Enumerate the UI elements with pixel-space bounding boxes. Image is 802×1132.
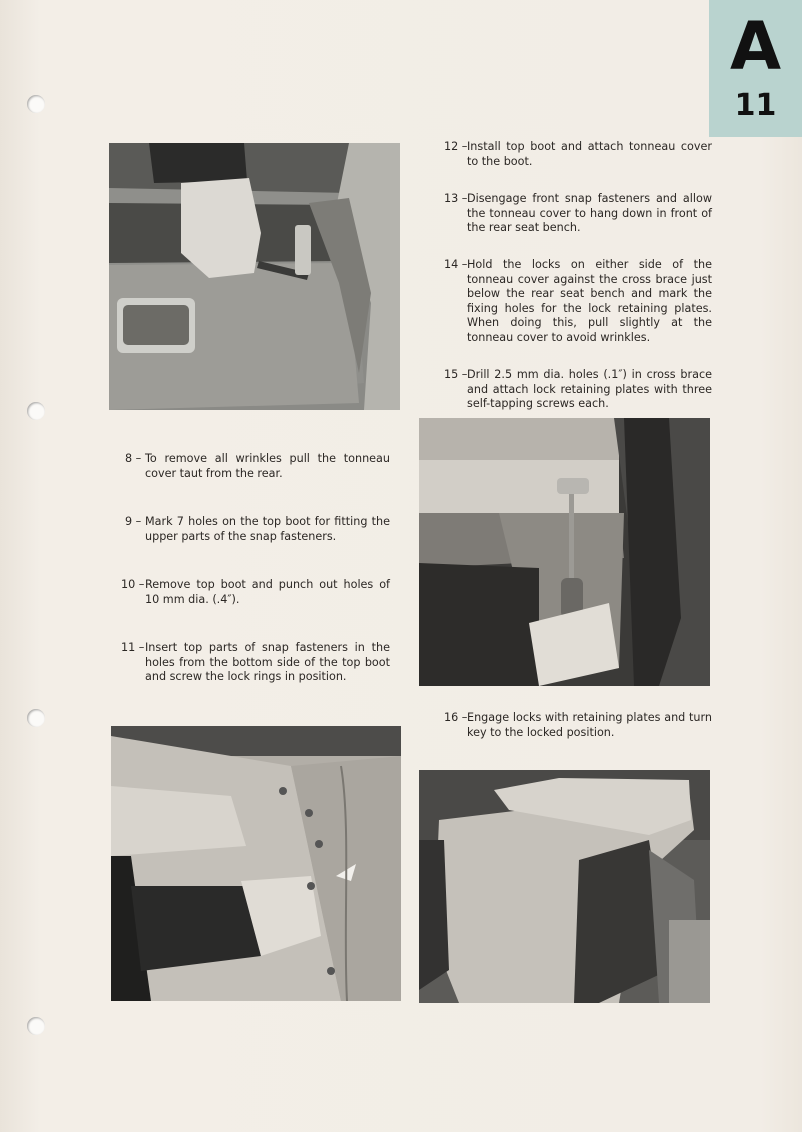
step-text: Hold the locks on either side of the tonneau cover against the cross brace just below the rear seat bench and mark the fixing holes for the lock retaining plates. When doing this, pull slightly at the tonneau cover to avoid wrinkles. (467, 258, 712, 344)
step-text: To remove all wrinkles pull the tonneau cover taut from the rear. (145, 452, 390, 480)
step-number: 12 – (444, 140, 468, 153)
step-text: Engage locks with retaining plates and turn key to the locked position. (467, 711, 712, 739)
step-number: 16 – (444, 711, 468, 724)
step-text: Drill 2.5 mm dia. holes (.1″) in cross brace and attach lock retaining plates with three self-tapping screws each. (467, 368, 712, 411)
step-text: Mark 7 holes on the top boot for fitting the upper parts of the snap fasteners. (145, 515, 390, 543)
step-text: Remove top boot and punch out holes of 10 mm dia. (.4″). (145, 578, 390, 606)
step-text: Disengage front snap fasteners and allow the tonneau cover to hang down in front of the rear seat bench. (467, 192, 712, 235)
step-number: 8 – (125, 452, 142, 465)
step-13 (444, 192, 712, 236)
photo-snap-fasteners (111, 726, 401, 1001)
binder-hole (27, 1017, 45, 1035)
photo-lock-plate (419, 418, 710, 686)
binder-hole (27, 709, 45, 727)
binder-hole (27, 95, 45, 113)
step-number: 11 – (121, 641, 145, 654)
photo-tonneau-cover (419, 770, 710, 1003)
section-tab (709, 0, 802, 137)
step-text: Install top boot and attach tonneau cover to the boot. (467, 140, 712, 168)
step-number: 13 – (444, 192, 468, 205)
step-text: Insert top parts of snap fasteners in the holes from the bottom side of the top boot and screw the lock rings in position. (145, 641, 390, 684)
section-letter: A (729, 8, 782, 85)
step-number: 10 – (121, 578, 145, 591)
page-number: 11 (734, 88, 777, 123)
step-12 (444, 140, 712, 169)
step-14 (444, 258, 712, 346)
step-8 (125, 452, 390, 481)
step-10 (121, 578, 390, 607)
step-11 (121, 641, 390, 685)
step-number: 9 – (125, 515, 142, 528)
step-9 (125, 515, 390, 544)
step-16 (444, 711, 712, 740)
photo-door-lock (109, 143, 400, 410)
step-number: 15 – (444, 368, 468, 381)
binder-hole (27, 402, 45, 420)
step-number: 14 – (444, 258, 468, 271)
step-15 (444, 368, 712, 412)
